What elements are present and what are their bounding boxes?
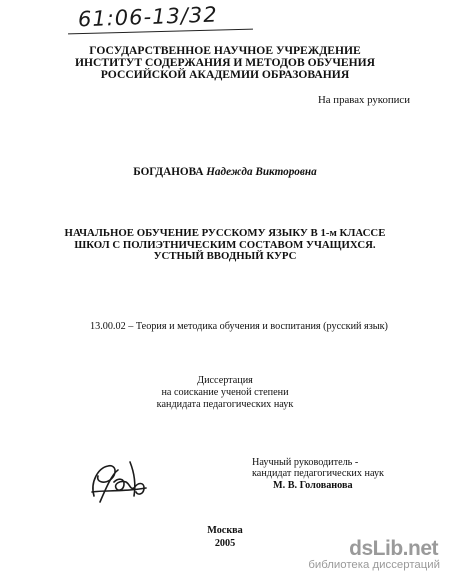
specialty-code: 13.00.02 – Теория и методика обучения и воспитания (русский язык) [90,321,388,332]
organization-line: ИНСТИТУТ СОДЕРЖАНИЯ И МЕТОДОВ ОБУЧЕНИЯ [74,56,376,70]
dslib-logo [296,537,450,561]
author-surname: БОГДАНОВА [133,166,204,178]
rights-note: На правах рукописи [318,94,410,106]
academic-advisor [252,457,384,491]
advisor-name: М. В. Голованова [273,479,353,491]
advisor-role: Научный руководитель - [252,457,359,468]
signature-mark [84,452,154,510]
city: Москва [207,525,243,536]
archive-code: 61:06-13/32 [77,2,219,32]
author-name [0,166,450,178]
brand-main: Lib [372,537,403,560]
organization-line: ГОСУДАРСТВЕННОЕ НАУЧНОЕ УЧРЕЖДЕНИЕ [89,44,361,57]
organization-header [0,45,450,82]
dslib-watermark [296,537,450,582]
title-line: УСТНЫЙ ВВОДНЫЙ КУРС [153,250,297,263]
brand-suffix: .net [402,537,438,560]
dslib-tagline: библиотека диссертаций [308,559,440,571]
dslib-brand [349,537,438,561]
author-given-names: Надежда Викторовна [206,166,317,178]
organization-line: РОССИЙСКОЙ АКАДЕМИИ ОБРАЗОВАНИЯ [100,68,350,82]
degree-statement [0,375,450,410]
degree-line: на соискание ученой степени [161,386,289,398]
title-line: НАЧАЛЬНОЕ ОБУЧЕНИЕ РУССКОМУ ЯЗЫКУ В 1-м КЛАССЕ [64,227,386,239]
degree-line: кандидата педагогических наук [156,398,294,410]
year: 2005 [214,537,236,549]
dissertation-title [0,228,450,263]
degree-line: Диссертация [197,375,253,386]
title-line: ШКОЛ С ПОЛИЭТНИЧЕСКИМ СОСТАВОМ УЧАЩИХСЯ. [74,238,376,251]
advisor-degree: кандидат педагогических наук [252,468,384,480]
brand-prefix: ds [349,537,373,560]
